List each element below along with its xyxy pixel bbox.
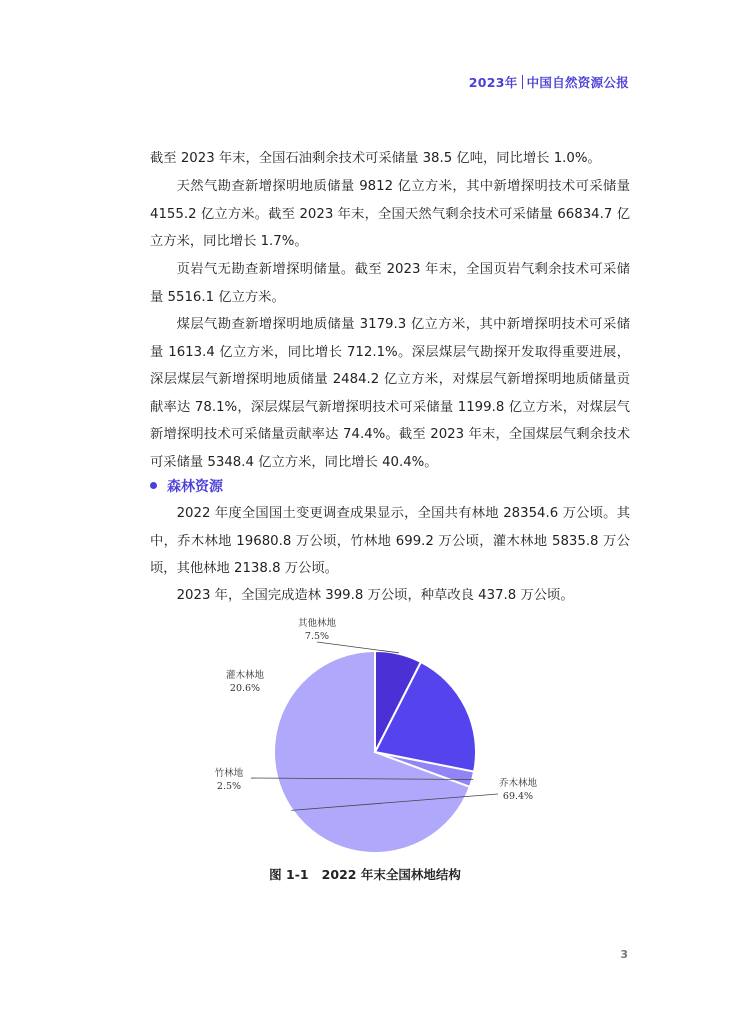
paragraph-shale-gas: 页岩气无勘查新增探明储量。截至 2023 年末，全国页岩气剩余技术可采储量 5516.1 亿立方米。 (150, 262, 630, 305)
slice-percent-label-2: 20.6% (229, 683, 261, 694)
paragraph-forest-land: 2022 年度全国国土变更调查成果显示，全国共有林地 28354.6 万公顷。其中，乔木林地 19680.8 万公顷，竹林地 699.2 万公顷，灌木林地 5835.8 万公顷，其他林地 2138.8 万公顷。 (150, 506, 630, 576)
header-title: 中国自然资源公报 (526, 75, 629, 90)
slice-percent-label-1: 2.5% (216, 781, 242, 792)
slice-percent-label-3: 7.5% (304, 631, 330, 642)
slice-name-label-2: 灌木林地 (225, 670, 265, 681)
caption-number: 图 1-1 (269, 867, 309, 882)
leader-line-3 (317, 642, 399, 653)
section-title: 森林资源 (167, 479, 223, 495)
figure-caption (0, 865, 730, 883)
paragraph-coalbed-methane: 煤层气勘查新增探明地质储量 3179.3 亿立方米，其中新增探明技术可采储量 1613.4 亿立方米，同比增长 712.1%。深层煤层气勘探开发取得重要进展，深层煤层气新增探明地质储量 2484.2 亿立方米，对煤层气新增探明地质储量贡献率达 78.1%，深层煤层气新增探明技术可采储量 1199.8 亿立方米，对煤层气新增探明技术可采储量贡献率达 74.4%。截至 2023 年末，全国煤层气剩余技术可采储量 5348.4 亿立方米，同比增长 40.4%。 (150, 317, 630, 470)
header-year: 2023年 (468, 75, 518, 90)
caption-text: 2022 年末全国林地结构 (321, 867, 461, 882)
slice-name-label-3: 其他林地 (297, 618, 337, 629)
slice-name-label-0: 乔木林地 (498, 778, 538, 789)
slice-name-label-1: 竹林地 (214, 768, 244, 779)
paragraph-afforestation: 2023 年，全国完成造林 399.8 万公顷，种草改良 437.8 万公顷。 (176, 588, 574, 603)
paragraph-natural-gas: 天然气勘查新增探明地质储量 9812 亿立方米，其中新增探明技术可采储量 4155.2 亿立方米。截至 2023 年末，全国天然气剩余技术可采储量 66834.7 亿立方米，同比增长 1.7%。 (150, 179, 630, 249)
page-number: 3 (620, 948, 628, 961)
paragraph-oil: 截至 2023 年末，全国石油剩余技术可采储量 38.5 亿吨，同比增长 1.0%。 (150, 151, 601, 166)
slice-percent-label-0: 69.4% (502, 791, 534, 802)
